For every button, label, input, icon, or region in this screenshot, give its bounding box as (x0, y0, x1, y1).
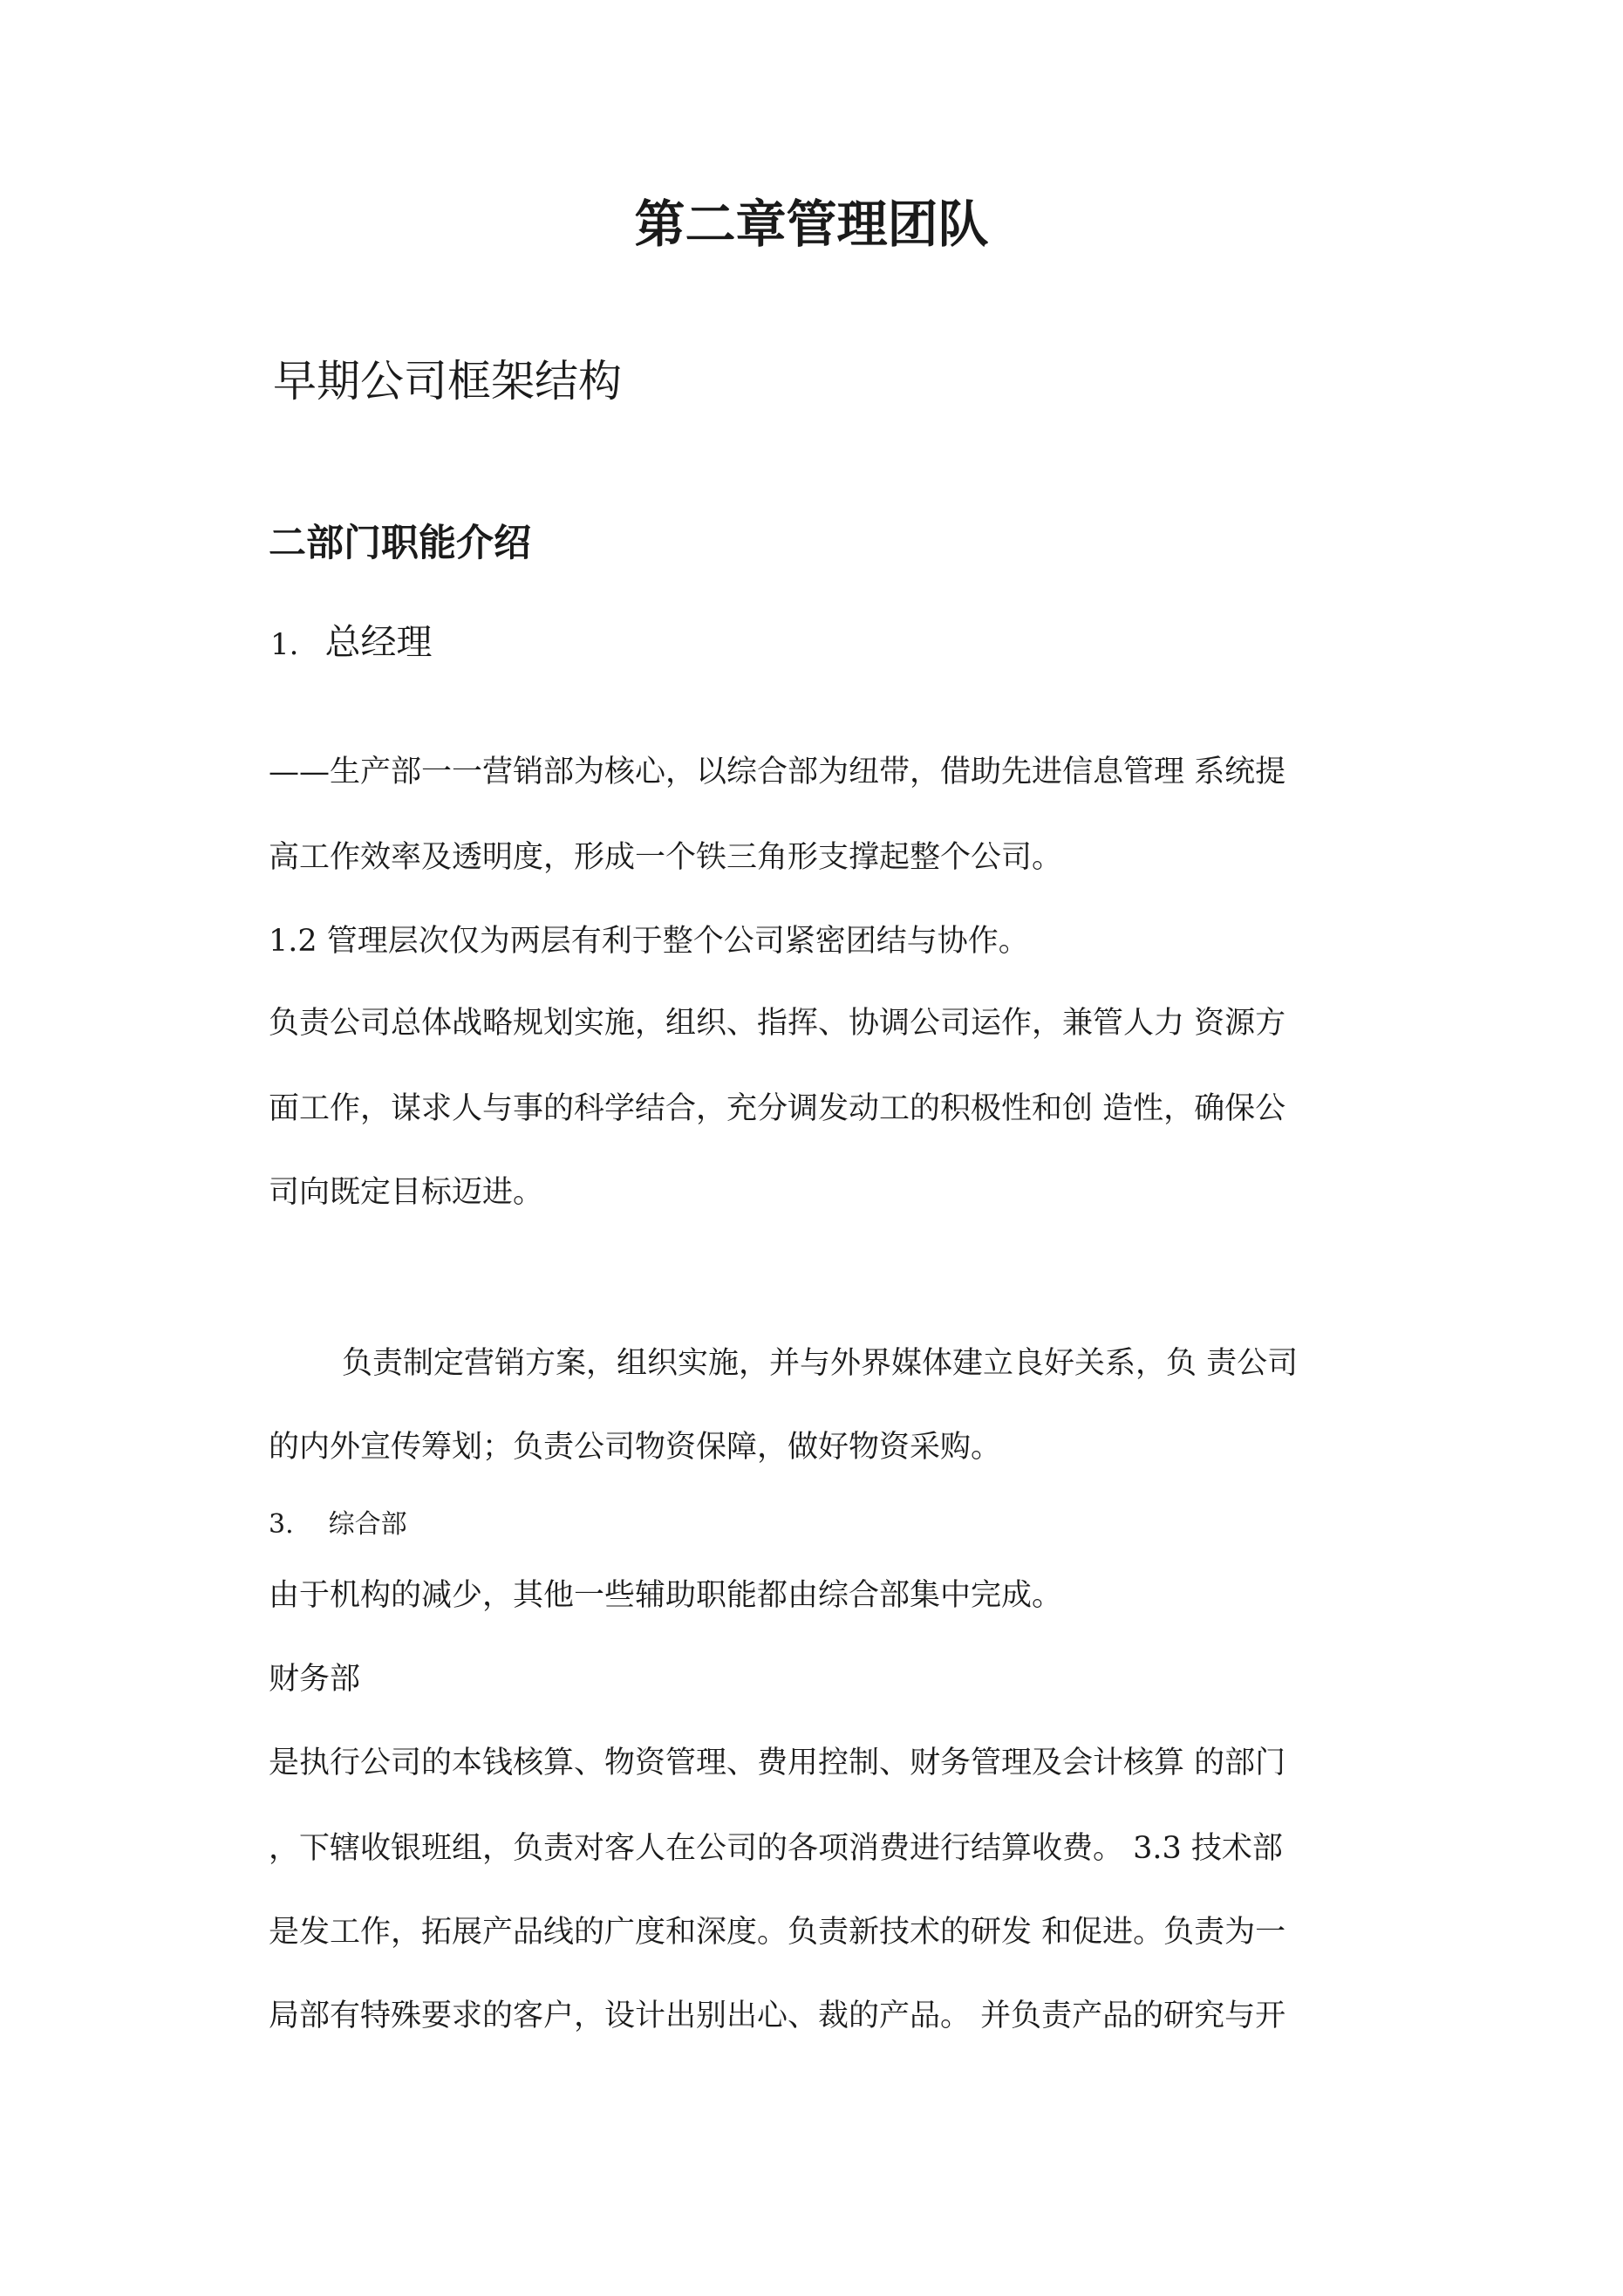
paragraph-line: 是执行公司的本钱核算、物资管理、费用控制、财务管理及会计核算 的部门 (269, 1746, 1286, 1780)
paragraph-line: 由于机构的减少，其他一些辅助职能都由综合部集中完成。 (269, 1578, 1063, 1613)
item-label: 总经理 (324, 621, 433, 663)
finance-heading: 财务部 (269, 1662, 361, 1697)
paragraph-line: 高工作效率及透明度，形成一个铁三角形支撑起整个公司。 (269, 840, 1063, 875)
item-number: 3. (269, 1509, 294, 1540)
paragraph-line: 面工作，谋求人与事的科学结合，充分调发动工的积极性和创 造性，确保公 (269, 1091, 1286, 1126)
paragraph-line: 的内外宣传筹划；负责公司物资保障，做好物资采购。 (269, 1430, 1002, 1465)
paragraph-line: 是发工作，拓展产品线的广度和深度。负责新技术的研发 和促进。负责为一 (269, 1915, 1286, 1950)
paragraph-line: 司向既定目标迈进。 (269, 1175, 544, 1210)
item-general-dept (269, 1509, 407, 1540)
chapter-title: 第二章管理团队 (634, 195, 989, 254)
paragraph-line: 局部有特殊要求的客户，设计出别出心、裁的产品。 并负责产品的研究与开 (269, 1999, 1286, 2033)
paragraph-line: ——生产部一一营销部为核心，以综合部为纽带，借助先进信息管理 系统提 (269, 755, 1286, 789)
paragraph-line: 负责公司总体战略规划实施，组织、指挥、协调公司运作，兼管人力 资源方 (269, 1006, 1286, 1041)
paragraph-line: ，下辖收银班组，负责对客人在公司的各项消费进行结算收费。 3.3 技术部 (269, 1831, 1283, 1866)
subsection-title: 二部门职能介绍 (269, 522, 531, 565)
section-title: 早期公司框架结构 (273, 356, 622, 407)
paragraph-line: 1.2 管理层次仅为两层有利于整个公司紧密团结与协作。 (269, 924, 1029, 959)
paragraph-line: 负责制定营销方案，组织实施，并与外界媒体建立良好关系，负 责公司 (342, 1346, 1299, 1381)
item-number: 1. (270, 627, 299, 662)
item-general-manager (270, 621, 433, 663)
item-label: 综合部 (328, 1509, 407, 1540)
